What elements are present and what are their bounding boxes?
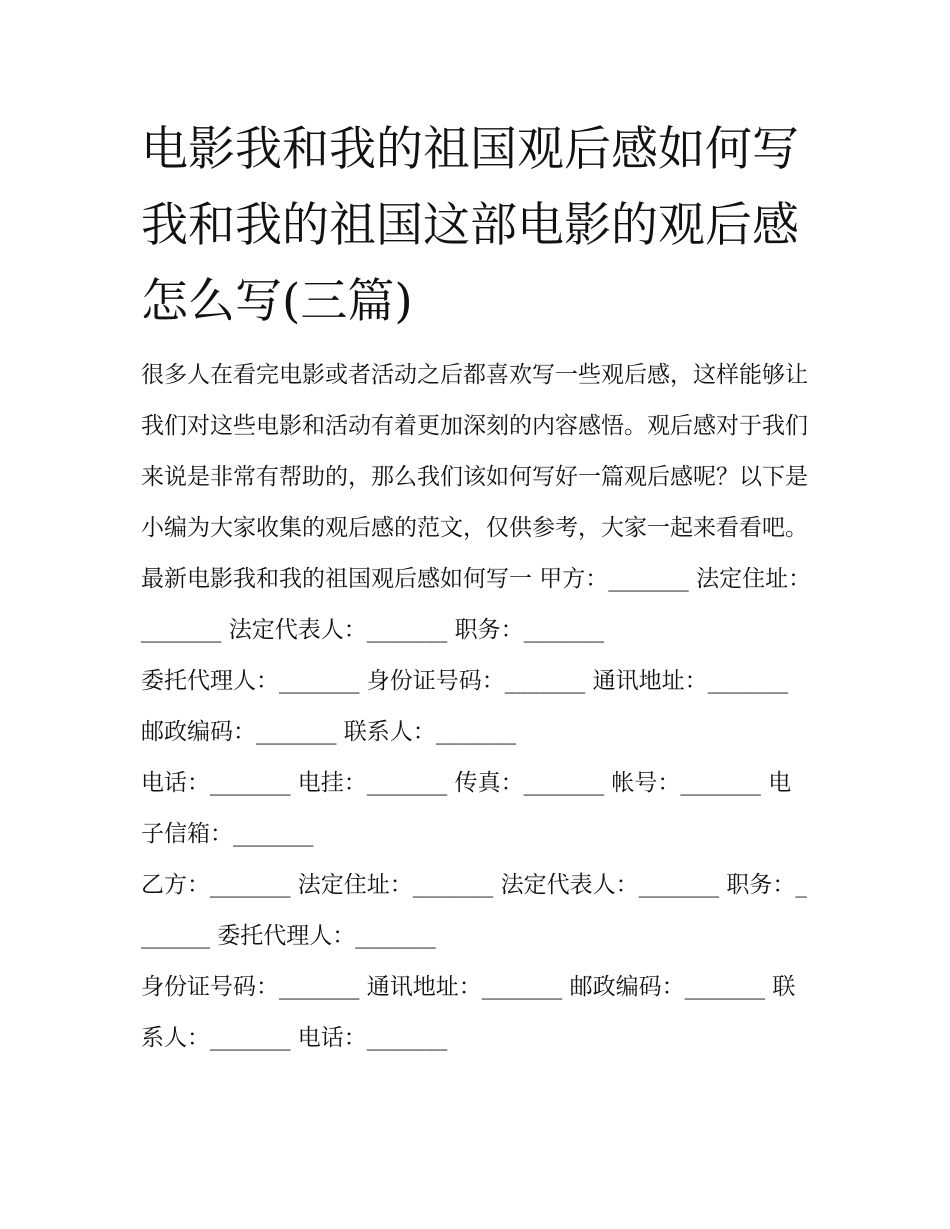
party-a-line-3: 电话：_______ 电挂：_______ 传真：_______ 帐号：_______ 电子信箱：_______ (141, 770, 792, 847)
document-page (141, 112, 813, 1064)
party-b-line-1: 乙方：_______ 法定住址：_______ 法定代表人：_______ 职务：_______ 委托代理人：_______ (141, 872, 807, 949)
intro-paragraph: 很多人在看完电影或者活动之后都喜欢写一些观后感，这样能够让我们对这些电影和活动有着更加深刻的内容感悟。观后感对于我们来说是非常有帮助的，那么我们该如何写好一篇观后感呢？以下是小编为大家收集的观后感的范文，仅供参考，大家一起来看看吧。 (141, 362, 808, 541)
document-title: 电影我和我的祖国观后感如何写 我和我的祖国这部电影的观后感怎么写(三篇) (141, 122, 799, 329)
party-b-line-2: 身份证号码：_______ 通讯地址：_______ 邮政编码：_______ 联系人：_______ 电话：_______ (141, 974, 796, 1051)
party-a-line-2: 委托代理人：_______ 身份证号码：_______ 通讯地址：_______ 邮政编码：_______ 联系人：_______ (141, 668, 789, 745)
party-a-line-1: 最新电影我和我的祖国观后感如何写一 甲方：_______ 法定住址：_______ 法定代表人：_______ 职务：_______ (141, 566, 812, 643)
